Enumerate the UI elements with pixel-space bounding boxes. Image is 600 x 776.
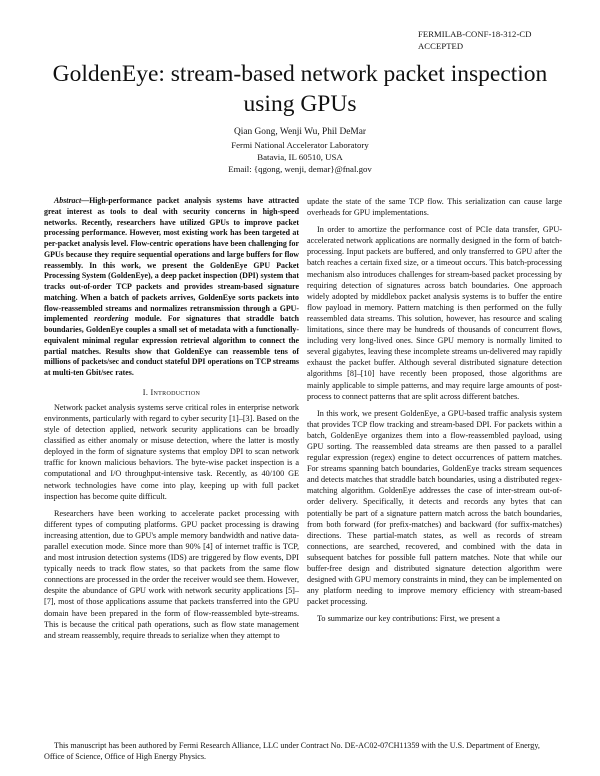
- section-heading-introduction: I. Introduction: [142, 387, 201, 397]
- right-paragraph-3: In this work, we present GoldenEye, a GPU-based traffic analysis system that provides TCP flow tracking and stream-based DPI. For packets within a batch, GoldenEye organizes them into a flow-reassembled payload, using GPU sorting. The reassembled data streams are then passed to a parallel regular expression (regex) engine to detect occurrences of pattern matches. For streams spanning batch boundaries, GoldenEye tracks stream sequences and detects matches that straddle batch boundaries, using a distributed regex-matching algorithm. GoldenEye addresses the case of inter-stream out-of-order delivery. Specifically, it detects and records any bytes that can potentially be part of a signature pattern match across the batch boundaries, from both forward (for prefix-matches) and backward (for suffix-matches) directions. These partial-match states, as well as records of stream connections, are searched, recovered, and combined with the data in subsequent batches for possible full pattern matches. Note that while our buffer-free design and distributed signature detection algorithm were designed with GPU memory constraints in mind, they can be implemented on any platform needing to improve memory efficiency with stream-based packet processing.: [307, 408, 562, 607]
- report-status: ACCEPTED: [418, 41, 464, 51]
- author-location: Batavia, IL 60510, USA: [257, 152, 343, 163]
- abstract-text-2: module. For signatures that straddle batch boundaries, GoldenEye couples a small set of metadata with a functionally-equivalent minimal regular expression retrieval algorithm to connect the partial matches. Results show that GoldenEye can reassemble tens of millions of packets/sec and conduct stateful DPI operations on TCP streams at multi-ten Gbit/sec rates.: [44, 314, 299, 377]
- left-column: [44, 196, 299, 641]
- abstract-label: Abstract: [54, 196, 82, 205]
- paper-title: GoldenEye: stream-based network packet inspection using GPUs: [52, 61, 548, 117]
- abstract-text-1: —High-performance packet analysis systems have attracted great interest as tools to deal with security concerns in high-speed networks. Recently, researchers have utilized GPUs to improve packet processing performance. However, most existing work has been targeted at per-packet analysis level. Flow-centric operations have been challenging for GPUs because they require sequential operations and large buffers for flow reassembly. In this work, we present the GoldenEye GPU Packet Processing System (GoldenEye), a deep packet inspection (DPI) system that tracks out-of-order TCP packets and provides stream-based signature matching. When a batch of packets arrives, GoldenEye sorts packets into flow-reassembled streams and normalizes retransmission through a GPU-implemented: [44, 196, 299, 324]
- author-affiliation: Fermi National Accelerator Laboratory: [231, 140, 369, 150]
- abstract-italic-word: reordering: [93, 314, 129, 324]
- author-names: Qian Gong, Wenji Wu, Phil DeMar: [233, 127, 367, 137]
- right-paragraph-4: To summarize our key contributions: First, we present a: [317, 614, 500, 624]
- funding-footnote: This manuscript has been authored by Fermi Research Alliance, LLC under Contract No. DE-AC02-07CH11359 with the U.S. Department of Energy, Office of Science, Office of High Energy Physics.: [44, 741, 540, 761]
- report-header: [418, 28, 550, 52]
- right-paragraph-2: In order to amortize the performance cost of PCIe data transfer, GPU-accelerated network applications are normally designed in the form of batch-processing. Input packets are buffered, and only transferred to GPU after the batch reaches a certain fixed size, or a timeout occurs. This batch-processing mechanism also introduces challenges for stream-based packet processing by requiring detection of signatures across batch boundaries. One approach widely adopted by middlebox packet analysis systems is to buffer the entire flow payload in memory. Pattern matching is then performed on the fully reassembled data streams. This solution, however, has resource and scaling limitations, since there may be hundreds of thousands of concurrent flows, including very long-lived ones. Since GPU memory is normally limited to several gigabytes, leaving these incomplete streams un-delivered may rapidly exhaust the packet buffer. Although several distributed signature detection algorithms [8]–[10] have recently been proposed, those algorithms are mainly applicable to simple patterns, and may require large amounts of post-process to connect patterns that are split across different batches.: [307, 225, 562, 401]
- right-column: [307, 196, 562, 624]
- right-paragraph-1: update the state of the same TCP flow. This serialization can cause large overheads for GPU implementations.: [307, 197, 562, 218]
- author-block: [0, 126, 600, 176]
- intro-paragraph-2: Researchers have been working to accelerate packet processing with different types of computing platforms. GPU packet processing is drawing increasing attention, due to GPU's ample memory bandwidth and native data-parallel execution mode. Since more than 90% [4] of internet traffic is TCP, and most intrusion detection systems (IDS) are triggered by flow events, DPI typically needs to track flow states, so that packets from the same flow connections are processed in the order the receiver would see them. However, despite the abundance of GPU work with network security applications [5]–[7], most of those applications assume that packets transferred into the GPU domain have been prepared in the form of flow-reassembled byte-streams. This is because the critical path operations, such as flow state management and stream reassembly, require threads to serialize when they attempt to: [44, 508, 299, 640]
- abstract: [44, 196, 299, 379]
- report-id: FERMILAB-CONF-18-312-CD: [418, 29, 532, 39]
- intro-paragraph-1: Network packet analysis systems serve critical roles in enterprise network environments, particularly with regard to cyber security [1]–[3]. Based on the style of detection applied, network security applications can be broadly classified as either anomaly or misuse detection, where the latter is mostly deployed in the form of signature systems that employ DPI to scan network traffic for known malicious behaviors. The byte-wise packet inspection is a computational and I/O throughput-intensive task. Recently, as 40/100 GE network technologies have come into play, keeping up with full packet inspection has become quite difficult.: [44, 402, 299, 501]
- author-email: Email: {qgong, wenji, demar}@fnal.gov: [228, 164, 372, 175]
